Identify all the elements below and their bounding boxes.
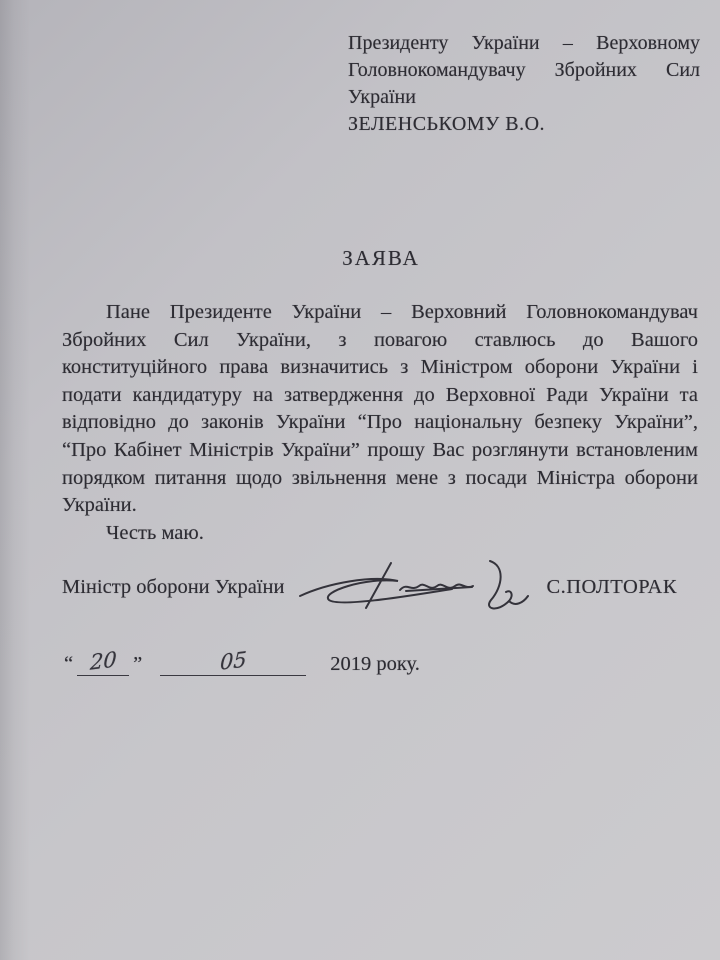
letter-body: [62, 299, 698, 547]
recipient-line: України: [348, 86, 416, 108]
signature-position-label: Міністр оборони України: [62, 575, 285, 598]
recipient-line: Головнокомандувачу Збройних Сил: [348, 59, 700, 81]
signature-row: [62, 556, 698, 618]
quote-open: “: [64, 653, 74, 675]
handwritten-month-field: [160, 648, 306, 676]
body-paragraph: Пане Президенте України – Верховний Головнокомандувач Збройних Сил України, з повагою ставлюсь до Вашого конституційного права визначитись з Міністром оборони України і подати кандидатуру на затвердження до Верховної Ради України та відповідно до законів України “Про національну безпеку України”, “Про Кабінет Міністрів України” прошу Вас розглянути встановленим порядком питання щодо звільнення мене з посади Міністра оборони України.: [62, 301, 698, 517]
quote-close: ”: [133, 653, 143, 675]
handwritten-signature-icon: [294, 556, 542, 619]
handwritten-day: 20: [89, 647, 118, 675]
honor-line: Честь маю.: [106, 521, 204, 544]
letter-title: ЗАЯВА: [342, 246, 420, 270]
signatory-name: С.ПОЛТОРАК: [546, 575, 678, 598]
date-line: [62, 648, 698, 676]
handwritten-day-field: [77, 648, 129, 676]
recipient-block: [348, 30, 700, 138]
recipient-name-line: ЗЕЛЕНСЬКОМУ В.О.: [348, 113, 546, 135]
recipient-line: Президенту України – Верховному: [348, 32, 700, 54]
year-text: 2019 року.: [330, 653, 420, 675]
handwritten-month: 05: [219, 647, 248, 675]
